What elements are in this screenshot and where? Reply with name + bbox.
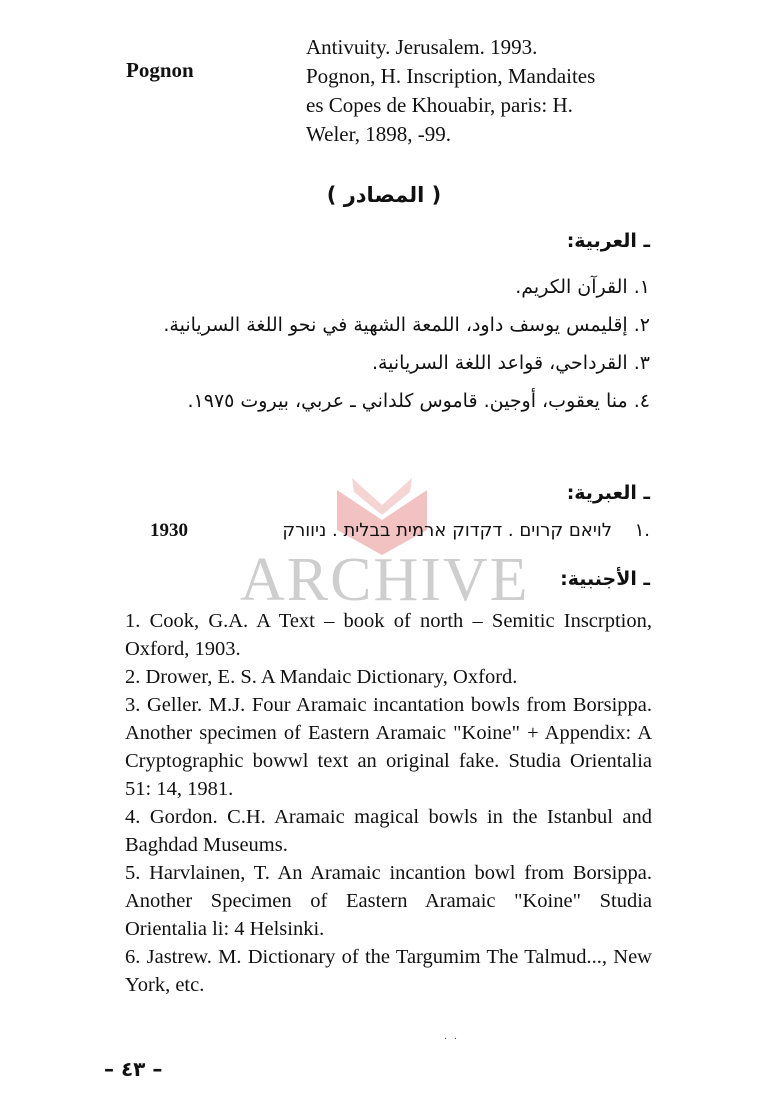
reference-item: 1. Cook, G.A. A Text – book of north – Semitic Inscrption, Oxford, 1903. [125,610,652,660]
bib-line: Antivuity. Jerusalem. 1993. [306,35,538,59]
arabic-list [90,276,650,428]
arabic-list-item: ١. القرآن الكريم. [515,276,650,298]
hebrew-ref-number: ١. [634,520,650,541]
scan-specks: · · [444,1034,460,1045]
hebrew-ref-text: לויאם קרוים . דקדוק ארמית בבלית . ניוורק [282,520,612,541]
arabic-list-item: ٣. القرداحي، قواعد اللغة السريانية. [371,352,650,374]
bib-line: es Copes de Khouabir, paris: H. [306,93,573,117]
reference-item: 6. Jastrew. M. Dictionary of the Targumim The Talmud..., New York, etc. [125,946,652,996]
reference-item: 5. Harvlainen, T. An Aramaic incantion bowl from Borsippa. Another Specimen of Eastern Aramaic "Koine" Studia Orientalia li: 4 Helsinki. [125,862,652,940]
reference-item: 2. Drower, E. S. A Mandaic Dictionary, Oxford. [125,666,518,688]
sources-title: ( المصادر ) [326,183,442,207]
arabic-list-item: ٤. منا يعقوب، أوجين. قاموس كلداني ـ عربي، بيروت ١٩٧٥. [187,390,650,412]
bib-line: Pognon, H. Inscription, Mandaites [306,64,596,88]
watermark-text: ARCHIVE [240,546,530,614]
arabic-list-item: ٢. إقليمس يوسف داود، اللمعة الشهية في نحو اللغة السريانية. [163,314,650,336]
foreign-references [125,607,652,999]
reference-item: 3. Geller. M.J. Four Aramaic incantation bowls from Borsippa. Another specimen of Eastern Aramaic "Koine" + Appendix: A Cryptographic bowwl text an original fake. Studia Orientalia 51: 14, 1981. [125,694,652,800]
hebrew-section-heading: ـ العبرية: [566,482,650,504]
arabic-section-heading: ـ العربية: [566,230,650,252]
bib-line: Weler, 1898, -99. [306,122,452,146]
reference-item: 4. Gordon. C.H. Aramaic magical bowls in the Istanbul and Baghdad Museums. [125,806,652,856]
foreign-section-heading: ـ الأجنبية: [560,568,650,590]
page-number: – ٤٣ – [104,1057,163,1081]
hebrew-ref-year: 1930 [150,520,188,541]
bib-entry [306,33,686,149]
bib-author: Pognon [126,58,194,82]
